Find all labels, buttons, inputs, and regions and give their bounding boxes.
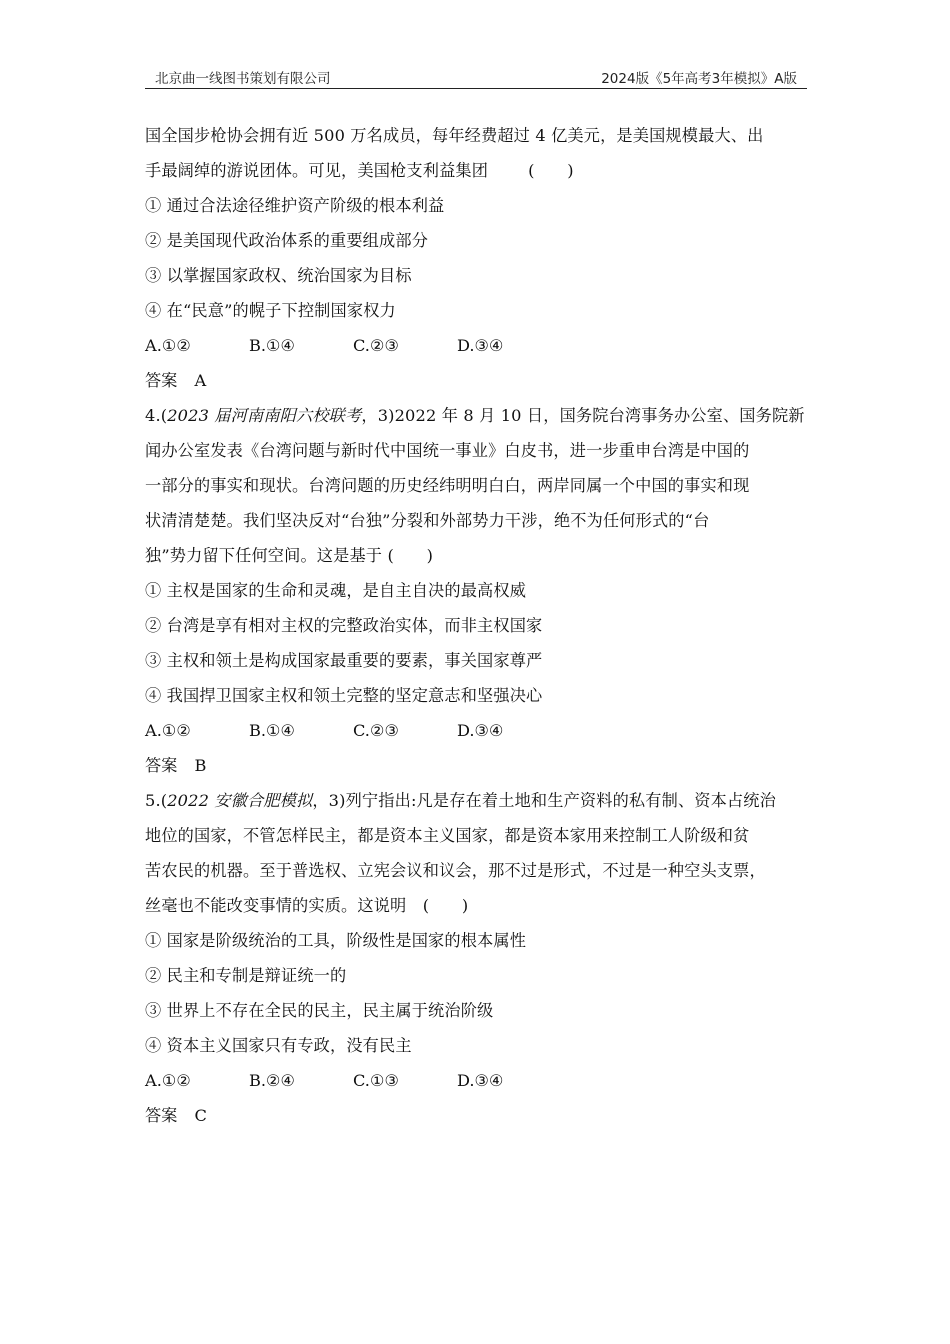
q5-source: 2022 安徽合肥模拟 <box>167 791 313 810</box>
option-c: C.②③ <box>353 721 399 740</box>
q3-stem-line: 国全国步枪协会拥有近 500 万名成员，每年经费超过 4 亿美元，是美国规模最大、出 <box>145 126 764 145</box>
option-d: D.③④ <box>457 721 504 740</box>
answer-value: C <box>194 1106 207 1125</box>
answer-label: 答案 <box>145 371 178 390</box>
answer-value: B <box>194 756 207 775</box>
option-a: A.①② <box>145 721 191 740</box>
q3-item: ③ 以掌握国家政权、统治国家为目标 <box>145 266 412 285</box>
q3-item: ④ 在“民意”的幌子下控制国家权力 <box>145 301 396 320</box>
option-a: A.①② <box>145 336 191 355</box>
q4-stem-line: 独”势力留下任何空间。这是基于 ( ) <box>145 546 434 565</box>
q3-options <box>145 328 807 363</box>
q5-stem-start: ，3)列宁指出:凡是存在着土地和生产资料的私有制、资本占统治 <box>312 791 776 810</box>
q3-answer <box>145 363 807 398</box>
q4-stem-line: 一部分的事实和现状。台湾问题的历史经纬明明白白，两岸同属一个中国的事实和现 <box>145 476 750 495</box>
q5-stem-line: 地位的国家，不管怎样民主，都是资本主义国家，都是资本家用来控制工人阶级和贫 <box>145 826 750 845</box>
q3-item: ① 通过合法途径维护资产阶级的根本利益 <box>145 196 445 215</box>
question-5 <box>145 783 807 1133</box>
option-c: C.②③ <box>353 336 399 355</box>
q5-stem-line: 苦农民的机器。至于普选权、立宪会议和议会，那不过是形式，不过是一种空头支票， <box>145 861 766 880</box>
q4-stem-start: ，3)2022 年 8 月 10 日，国务院台湾事务办公室、国务院新 <box>361 406 805 425</box>
page-header <box>145 64 807 89</box>
q4-options <box>145 713 807 748</box>
option-b: B.①④ <box>249 721 296 740</box>
q5-options <box>145 1063 807 1098</box>
question-4 <box>145 398 807 783</box>
question-content <box>145 118 807 1133</box>
option-d: D.③④ <box>457 336 504 355</box>
option-b: B.②④ <box>249 1071 296 1090</box>
q4-number: 4.( <box>145 406 168 425</box>
option-a: A.①② <box>145 1071 191 1090</box>
q3-item: ② 是美国现代政治体系的重要组成部分 <box>145 231 429 250</box>
q4-item: ③ 主权和领土是构成国家最重要的要素，事关国家尊严 <box>145 651 543 670</box>
q4-stem-line <box>145 398 807 433</box>
q4-answer <box>145 748 807 783</box>
q5-item: ④ 资本主义国家只有专政，没有民主 <box>145 1036 412 1055</box>
header-publisher: 北京曲一线图书策划有限公司 <box>155 71 331 87</box>
q4-item: ① 主权是国家的生命和灵魂，是自主自决的最高权威 <box>145 581 527 600</box>
q4-item: ④ 我国捍卫国家主权和领土完整的坚定意志和坚强决心 <box>145 686 543 705</box>
q4-stem-line: 闻办公室发表《台湾问题与新时代中国统一事业》白皮书，进一步重申台湾是中国的 <box>145 441 750 460</box>
q4-stem-line: 状清清楚楚。我们坚决反对“台独”分裂和外部势力干涉，绝不为任何形式的“台 <box>145 511 710 530</box>
q5-item: ③ 世界上不存在全民的民主，民主属于统治阶级 <box>145 1001 494 1020</box>
q3-stem-line <box>145 153 807 188</box>
question-3 <box>145 118 807 398</box>
header-book-title: 2024版《5年高考3年模拟》A版 <box>601 71 797 87</box>
q5-stem-line <box>145 783 807 818</box>
q3-stem-text: 手最阔绰的游说团体。可见，美国枪支利益集团 <box>145 161 489 180</box>
answer-label: 答案 <box>145 756 178 775</box>
q4-item: ② 台湾是享有相对主权的完整政治实体，而非主权国家 <box>145 616 543 635</box>
answer-label: 答案 <box>145 1106 178 1125</box>
q4-source: 2023 届河南南阳六校联考 <box>167 406 362 425</box>
q5-stem-line: 丝毫也不能改变事情的实质。这说明 ( ) <box>145 896 469 915</box>
option-b: B.①④ <box>249 336 296 355</box>
option-c: C.①③ <box>353 1071 399 1090</box>
q3-answer-blank: ( ) <box>528 161 574 180</box>
q5-item: ① 国家是阶级统治的工具，阶级性是国家的根本属性 <box>145 931 527 950</box>
q5-number: 5.( <box>145 791 168 810</box>
q5-answer <box>145 1098 807 1133</box>
option-d: D.③④ <box>457 1071 504 1090</box>
answer-value: A <box>194 371 207 390</box>
q5-item: ② 民主和专制是辩证统一的 <box>145 966 347 985</box>
